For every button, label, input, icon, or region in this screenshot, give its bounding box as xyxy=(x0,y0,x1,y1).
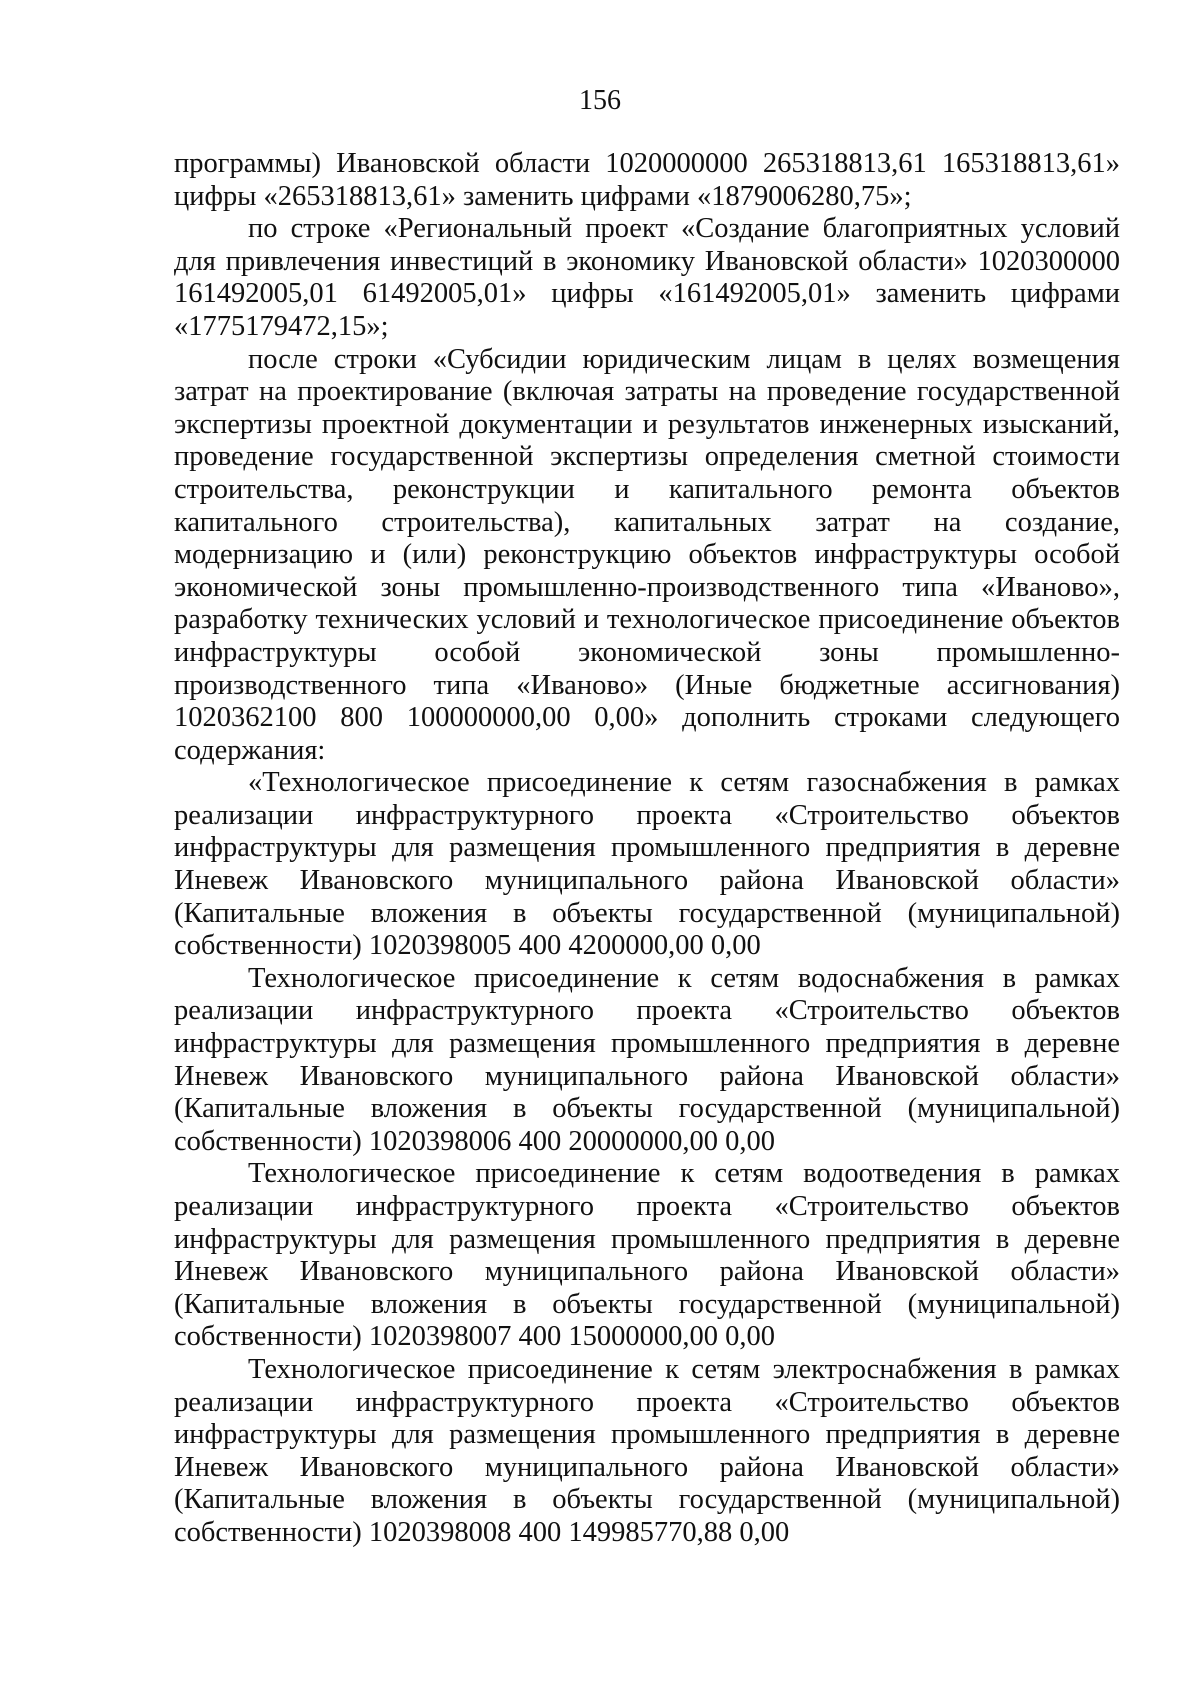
document-body xyxy=(174,148,1120,1550)
paragraph-program-total: программы) Ивановской области 1020000000 265318813,61 165318813,61» цифры «265318813,61» заменить цифрами «1879006280,75»; xyxy=(174,148,1120,212)
page-number: 156 xyxy=(579,85,621,116)
paragraph-power-supply: Технологическое присоединение к сетям электроснабжения в рамках реализации инфраструктурного проекта «Строительство объектов инфраструктуры для размещения промышленного предприятия в деревне Иневеж Ивановского муниципального района Ивановской области» (Капитальные вложения в объекты государственной (муниципальной) собственности) 1020398008 400 149985770,88 0,00 xyxy=(174,1353,1120,1548)
paragraph-water-disposal: Технологическое присоединение к сетям водоотведения в рамках реализации инфраструктурного проекта «Строительство объектов инфраструктуры для размещения промышленного предприятия в деревне Иневеж Ивановского муниципального района Ивановской области» (Капитальные вложения в объекты государственной (муниципальной) собственности) 1020398007 400 15000000,00 0,00 xyxy=(174,1158,1120,1353)
paragraph-gas-supply: «Технологическое присоединение к сетям газоснабжения в рамках реализации инфраструктурного проекта «Строительство объектов инфраструктуры для размещения промышленного предприятия в деревне Иневеж Ивановского муниципального района Ивановской области» (Капитальные вложения в объекты государственной (муниципальной) собственности) 1020398005 400 4200000,00 0,00 xyxy=(174,767,1120,962)
paragraph-water-supply: Технологическое присоединение к сетям водоснабжения в рамках реализации инфраструктурного проекта «Строительство объектов инфраструктуры для размещения промышленного предприятия в деревне Иневеж Ивановского муниципального района Ивановской области» (Капитальные вложения в объекты государственной (муниципальной) собственности) 1020398006 400 20000000,00 0,00 xyxy=(174,962,1120,1157)
paragraph-regional-project: по строке «Региональный проект «Создание благоприятных условий для привлечения инвестиций в экономику Ивановской области» 1020300000 161492005,01 61492005,01» цифры «161492005,01» заменить цифрами «1775179472,15»; xyxy=(174,213,1120,342)
paragraph-subsidies-insert: после строки «Субсидии юридическим лицам в целях возмещения затрат на проектирование (включая затраты на проведение государственной экспертизы проектной документации и результатов инженерных изысканий, проведение государственной экспертизы определения сметной стоимости строительства, реконструкции и капитального ремонта объектов капитального строительства), капитальных затрат на создание, модернизацию и (или) реконструкцию объектов инфраструктуры особой экономической зоны промышленно-производственного типа «Иваново», разработку технических условий и технологическое присоединение объектов инфраструктуры особой экономической зоны промышленно-производственного типа «Иваново» (Иные бюджетные ассигнования) 1020362100 800 100000000,00 0,00» дополнить строками следующего содержания: xyxy=(174,343,1120,766)
